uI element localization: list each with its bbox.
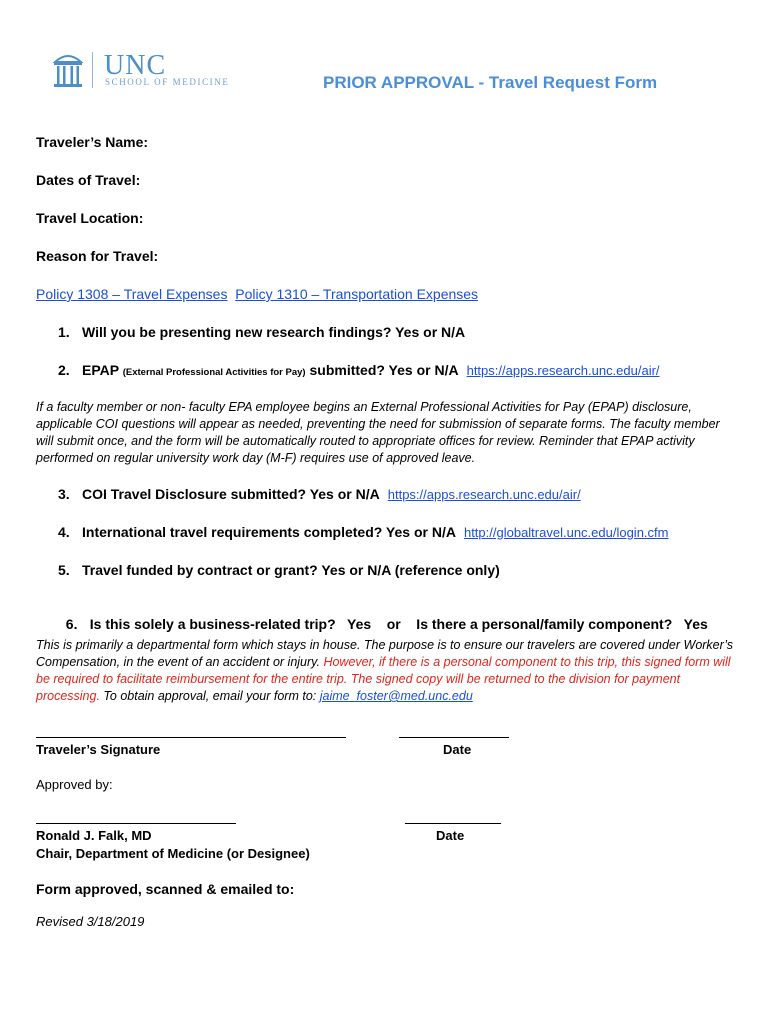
logo-unc-text: UNC (104, 50, 167, 81)
logo-school-text: SCHOOL OF MEDICINE (105, 77, 230, 87)
traveler-signature-label: Traveler’s Signature (36, 742, 161, 757)
traveler-signature-line (36, 737, 346, 738)
old-well-icon (52, 50, 84, 90)
epap-link[interactable]: https://apps.research.unc.edu/air/ (466, 363, 660, 378)
travelers-name-label: Traveler’s Name: (36, 134, 149, 150)
approver-title: Chair, Department of Medicine (or Designee) (36, 846, 310, 861)
question-2: 2. EPAP (External Professional Activities for Pay) submitted? Yes or N/A https://apps.research.unc.edu/air/ (58, 362, 660, 378)
travel-location-label: Travel Location: (36, 210, 144, 226)
question-3: 3. COI Travel Disclosure submitted? Yes or N/A https://apps.research.unc.edu/air/ (58, 486, 581, 502)
approver-date-label: Date (436, 828, 465, 843)
question-5: 5. Travel funded by contract or grant? Yes or N/A (reference only) (58, 562, 500, 578)
revised-date: Revised 3/18/2019 (36, 914, 145, 929)
approver-signature-line (36, 823, 236, 824)
email-link[interactable]: jaime_foster@med.unc.edu (319, 689, 473, 703)
traveler-date-line (399, 737, 509, 738)
logo-divider (92, 52, 93, 88)
page-title: PRIOR APPROVAL - Travel Request Form (323, 73, 658, 92)
question-1: 1. Will you be presenting new research findings? Yes or N/A (58, 324, 466, 340)
dates-of-travel-label: Dates of Travel: (36, 172, 141, 188)
globaltravel-link[interactable]: http://globaltravel.unc.edu/login.cfm (463, 525, 669, 540)
traveler-date-label: Date (443, 742, 472, 757)
approver-date-line (405, 823, 501, 824)
epap-note: If a faculty member or non- faculty EPA employee begins an External Professional Activities for Pay (EPAP) disclosure, applicable COI questions will appear as needed, preventing the need for submission of separate forms. The faculty member will submit once, and the form will be automatically routed to appropriate offices for review. Reminder that EPAP activity performed on regular university work day (M-F) requires use of approved leave. (36, 400, 720, 465)
unc-logo (52, 50, 242, 92)
policy-1308-link[interactable]: Policy 1308 – Travel Expenses (36, 286, 228, 302)
policy-1310-link[interactable]: Policy 1310 – Transportation Expenses (235, 286, 479, 302)
question-6: 6. Is this solely a business-related trip? Yes or Is there a personal/family component? Yes (65, 616, 708, 632)
approver-name: Ronald J. Falk, MD (36, 828, 152, 843)
question-4: 4. International travel requirements completed? Yes or N/A http://globaltravel.unc.edu/login.cfm (58, 524, 669, 540)
reason-for-travel-label: Reason for Travel: (36, 248, 159, 264)
approved-by-label: Approved by: (36, 777, 113, 792)
form-emailed-label: Form approved, scanned & emailed to: (36, 881, 295, 897)
coi-link[interactable]: https://apps.research.unc.edu/air/ (387, 487, 581, 502)
purpose-paragraph: This is primarily a departmental form which stays in house. The purpose is to ensure our travelers are covered under Worker’s Compensation, in the event of an accident or injury. However, if there is a personal component to this trip, this signed form will be required to facilitate reimbursement for the entire trip. The signed copy will be returned to the division for payment processing. To obtain approval, email your form to: jaime_foster@med.unc.edu (36, 638, 734, 703)
